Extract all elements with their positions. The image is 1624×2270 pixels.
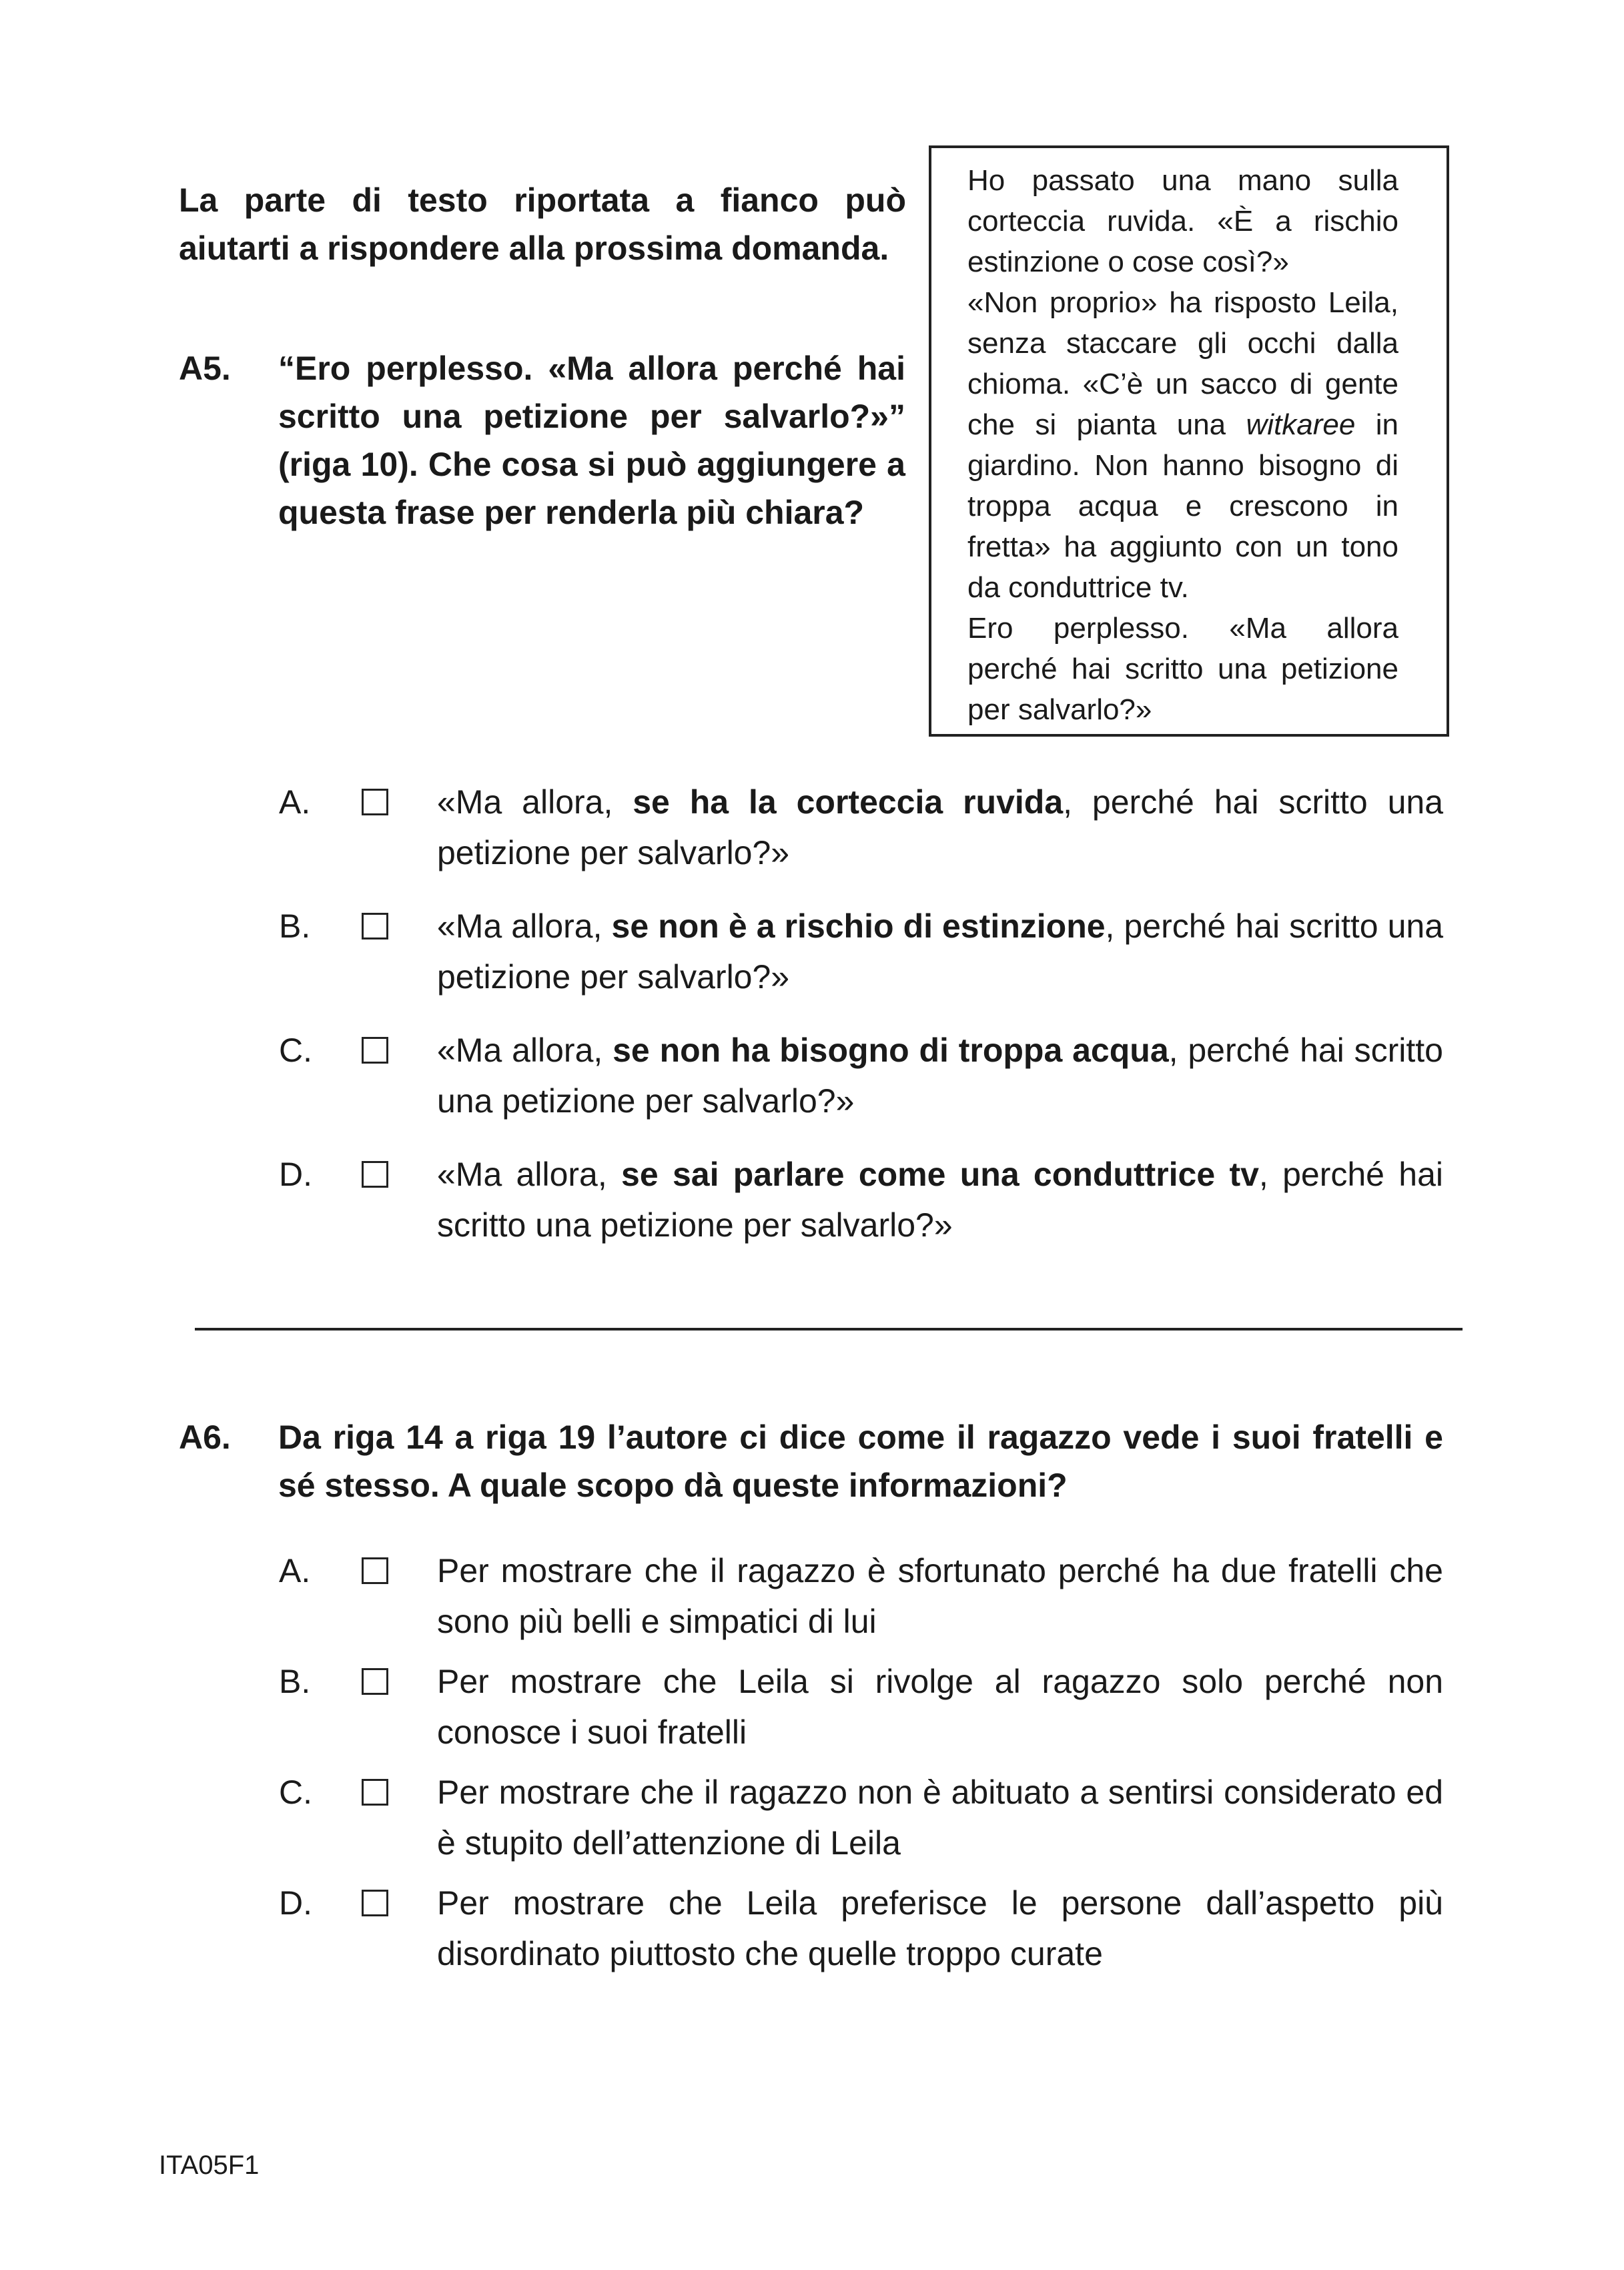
option-text-after: , perché hai scritto una petizione per salvarlo?»	[437, 907, 1444, 996]
passage-paragraph-3: Ero perplesso. «Ma allora perché hai scritto una petizione per salvarlo?»	[967, 612, 1398, 726]
option-text-before: «Ma allora,	[437, 783, 633, 821]
passage-italic-word: witkaree	[1246, 408, 1356, 441]
passage-paragraph-1: Ho passato una mano sulla corteccia ruvida. «È a rischio estinzione o cose così?»	[967, 164, 1398, 278]
option-text-bold: se non ha bisogno di troppa acqua	[613, 1032, 1169, 1069]
question-a5-number: A5.	[179, 350, 231, 387]
option-letter: D.	[279, 1884, 312, 1922]
option-letter: C.	[279, 1032, 312, 1069]
option-text-bold: se sai parlare come una conduttrice tv	[621, 1156, 1259, 1193]
option-letter: C.	[279, 1774, 312, 1811]
option-text-after: , perché hai scritto una petizione per salvarlo?»	[437, 783, 1444, 871]
option-checkbox[interactable]	[362, 1161, 388, 1188]
option-letter: B.	[279, 907, 311, 945]
option-letter: A.	[279, 1552, 311, 1589]
option-text	[437, 777, 1443, 878]
option-text-after: , perché hai scritto una petizione per salvarlo?»	[437, 1032, 1443, 1120]
option-checkbox[interactable]	[362, 1668, 388, 1695]
page-code-footer: ITA05F1	[159, 2151, 260, 2180]
option-letter: B.	[279, 1663, 311, 1700]
passage-p2-before: «Non proprio» ha risposto Leila, senza staccare gli occhi dalla chioma. «C’è un sacco di gente che si pianta una	[967, 286, 1398, 441]
question-a5-text: “Ero perplesso. «Ma allora perché hai scritto una petizione per salvarlo?»” (riga 10). Che cosa si può aggiungere a questa frase per renderla più chiara?	[278, 350, 905, 531]
option-letter: A.	[279, 783, 311, 821]
option-text-bold: se non è a rischio di estinzione	[611, 907, 1106, 945]
option-text: Per mostrare che il ragazzo è sfortunato perché ha due fratelli che sono più belli e simpatici di lui	[437, 1552, 1443, 1640]
passage-paragraph-2	[967, 282, 1398, 608]
option-text	[437, 1025, 1443, 1126]
option-text-before: «Ma allora,	[437, 1032, 613, 1069]
option-text: Per mostrare che il ragazzo non è abituato a sentirsi considerato ed è stupito dell’attenzione di Leila	[437, 1774, 1443, 1862]
option-checkbox[interactable]	[362, 1557, 388, 1584]
option-text-before: «Ma allora,	[437, 1156, 622, 1193]
question-a6-text: Da riga 14 a riga 19 l’autore ci dice come il ragazzo vede i suoi fratelli e sé stesso. A quale scopo dà queste informazioni?	[278, 1419, 1443, 1504]
option-checkbox[interactable]	[362, 1779, 388, 1806]
option-text	[437, 1149, 1443, 1250]
option-text: Per mostrare che Leila si rivolge al ragazzo solo perché non conosce i suoi fratelli	[437, 1663, 1443, 1751]
option-letter: D.	[279, 1156, 312, 1193]
passage-excerpt-box	[929, 145, 1449, 737]
option-text-after: , perché hai scritto una petizione per salvarlo?»	[437, 1156, 1444, 1244]
intro-instruction: La parte di testo riportata a fianco può aiutarti a rispondere alla prossima domanda.	[179, 181, 906, 267]
option-checkbox[interactable]	[362, 1890, 388, 1916]
question-a6-number: A6.	[179, 1419, 231, 1456]
passage-p2-after: in giardino. Non hanno bisogno di troppa acqua e crescono in fretta» ha aggiunto con un tono da conduttrice tv.	[967, 408, 1398, 604]
option-checkbox[interactable]	[362, 789, 388, 815]
section-divider	[195, 1328, 1463, 1331]
option-text-bold: se ha la corteccia ruvida	[633, 783, 1064, 821]
option-checkbox[interactable]	[362, 1037, 388, 1064]
option-text	[437, 901, 1443, 1002]
option-checkbox[interactable]	[362, 913, 388, 939]
option-text-before: «Ma allora,	[437, 907, 612, 945]
option-text: Per mostrare che Leila preferisce le persone dall’aspetto più disordinato piuttosto che quelle troppo curate	[437, 1884, 1443, 1972]
